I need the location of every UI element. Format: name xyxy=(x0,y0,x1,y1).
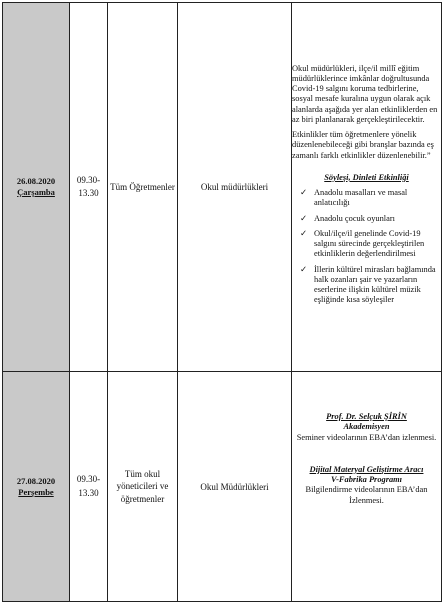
participants-cell: Tüm Öğretmenler xyxy=(108,3,178,372)
day-text: Çarşamba xyxy=(17,187,55,197)
vfabrika-title-1: Dijital Materyal Geliştirme Aracı xyxy=(309,464,424,474)
time-start: 09.30- xyxy=(76,474,101,484)
check-icon: ✓ xyxy=(300,264,308,274)
date-text: 26.08.2020 xyxy=(16,176,56,187)
responsible-cell: Okul Müdürlükleri xyxy=(178,372,292,602)
list-item xyxy=(300,229,441,260)
list-item xyxy=(300,265,441,306)
time-end: 13.30 xyxy=(78,487,99,498)
schedule-row-1 xyxy=(3,3,442,372)
speaker-name: Prof. Dr. Selçuk ŞİRİN xyxy=(326,412,407,421)
intro-paragraph: Okul müdürlükleri, ilçe/il millî eğitim müdürlüklerince imkânlar doğrultusunda Covid-19 salgını koruma tedbirlerine, sosyal mesafe kuralına uygun olarak açık alanlarda aşağıda yer alan etkinliklerden en az biri planlanarak gerçekleştirilecektir. xyxy=(292,63,438,124)
list-item-text: Okul/ilçe/il genelinde Covid-19 salgını sürecinde gerçekleştirilen etkinliklerin değerlendirilmesi xyxy=(314,228,425,259)
intro-paragraph: Etkinlikler tüm öğretmenlere yönelik düzenlenebileceği gibi branşlar bazında eş zamanlı farklı etkinlikler düzenlenebilir.” xyxy=(292,130,434,160)
time-end: 13.30 xyxy=(78,188,99,198)
list-item xyxy=(300,188,441,209)
responsible-cell: Okul müdürlükleri xyxy=(178,3,292,372)
activity-cell xyxy=(292,3,442,372)
participants-cell: Tüm okul yöneticileri ve öğretmenler xyxy=(108,372,178,602)
day-text: Perşembe xyxy=(18,486,54,497)
time-start: 09.30- xyxy=(76,174,101,185)
date-text: 27.08.2020 xyxy=(16,475,56,486)
schedule-row-2 xyxy=(3,372,442,602)
check-icon: ✓ xyxy=(300,213,308,223)
list-item-text: İllerin kültürel mirasları bağlamında halk ozanları şair ve yazarların eserlerine ilişkin kültürel müzik eşliğinde kısa söyleşiler xyxy=(314,264,436,305)
list-item-text: Anadolu çocuk oyunları xyxy=(314,213,395,223)
seminar-text: Seminer videolarının EBA’dan izlenmesi. xyxy=(296,432,437,442)
time-cell xyxy=(70,372,108,602)
list-item-text: Anadolu masalları ve masal anlatıcılığı xyxy=(314,188,408,208)
time-cell xyxy=(70,3,108,372)
list-item xyxy=(300,214,441,224)
vfabrika-text: Bilgilendirme videolarının EBA’dan İzlenmesi. xyxy=(305,485,428,505)
activity-cell xyxy=(292,372,442,602)
schedule-table xyxy=(2,2,442,602)
vfabrika-block xyxy=(292,465,441,506)
vfabrika-title-2: V-Fabrika Programı xyxy=(331,475,402,484)
speaker-role: Akademisyen xyxy=(343,422,390,432)
date-cell xyxy=(3,3,70,372)
seminar-block xyxy=(292,412,441,443)
activity-title: Söyleşi, Dinleti Etkinliği xyxy=(324,172,409,182)
check-icon: ✓ xyxy=(300,188,308,197)
date-cell xyxy=(3,372,70,602)
check-icon: ✓ xyxy=(300,228,308,238)
activity-list xyxy=(292,188,441,306)
